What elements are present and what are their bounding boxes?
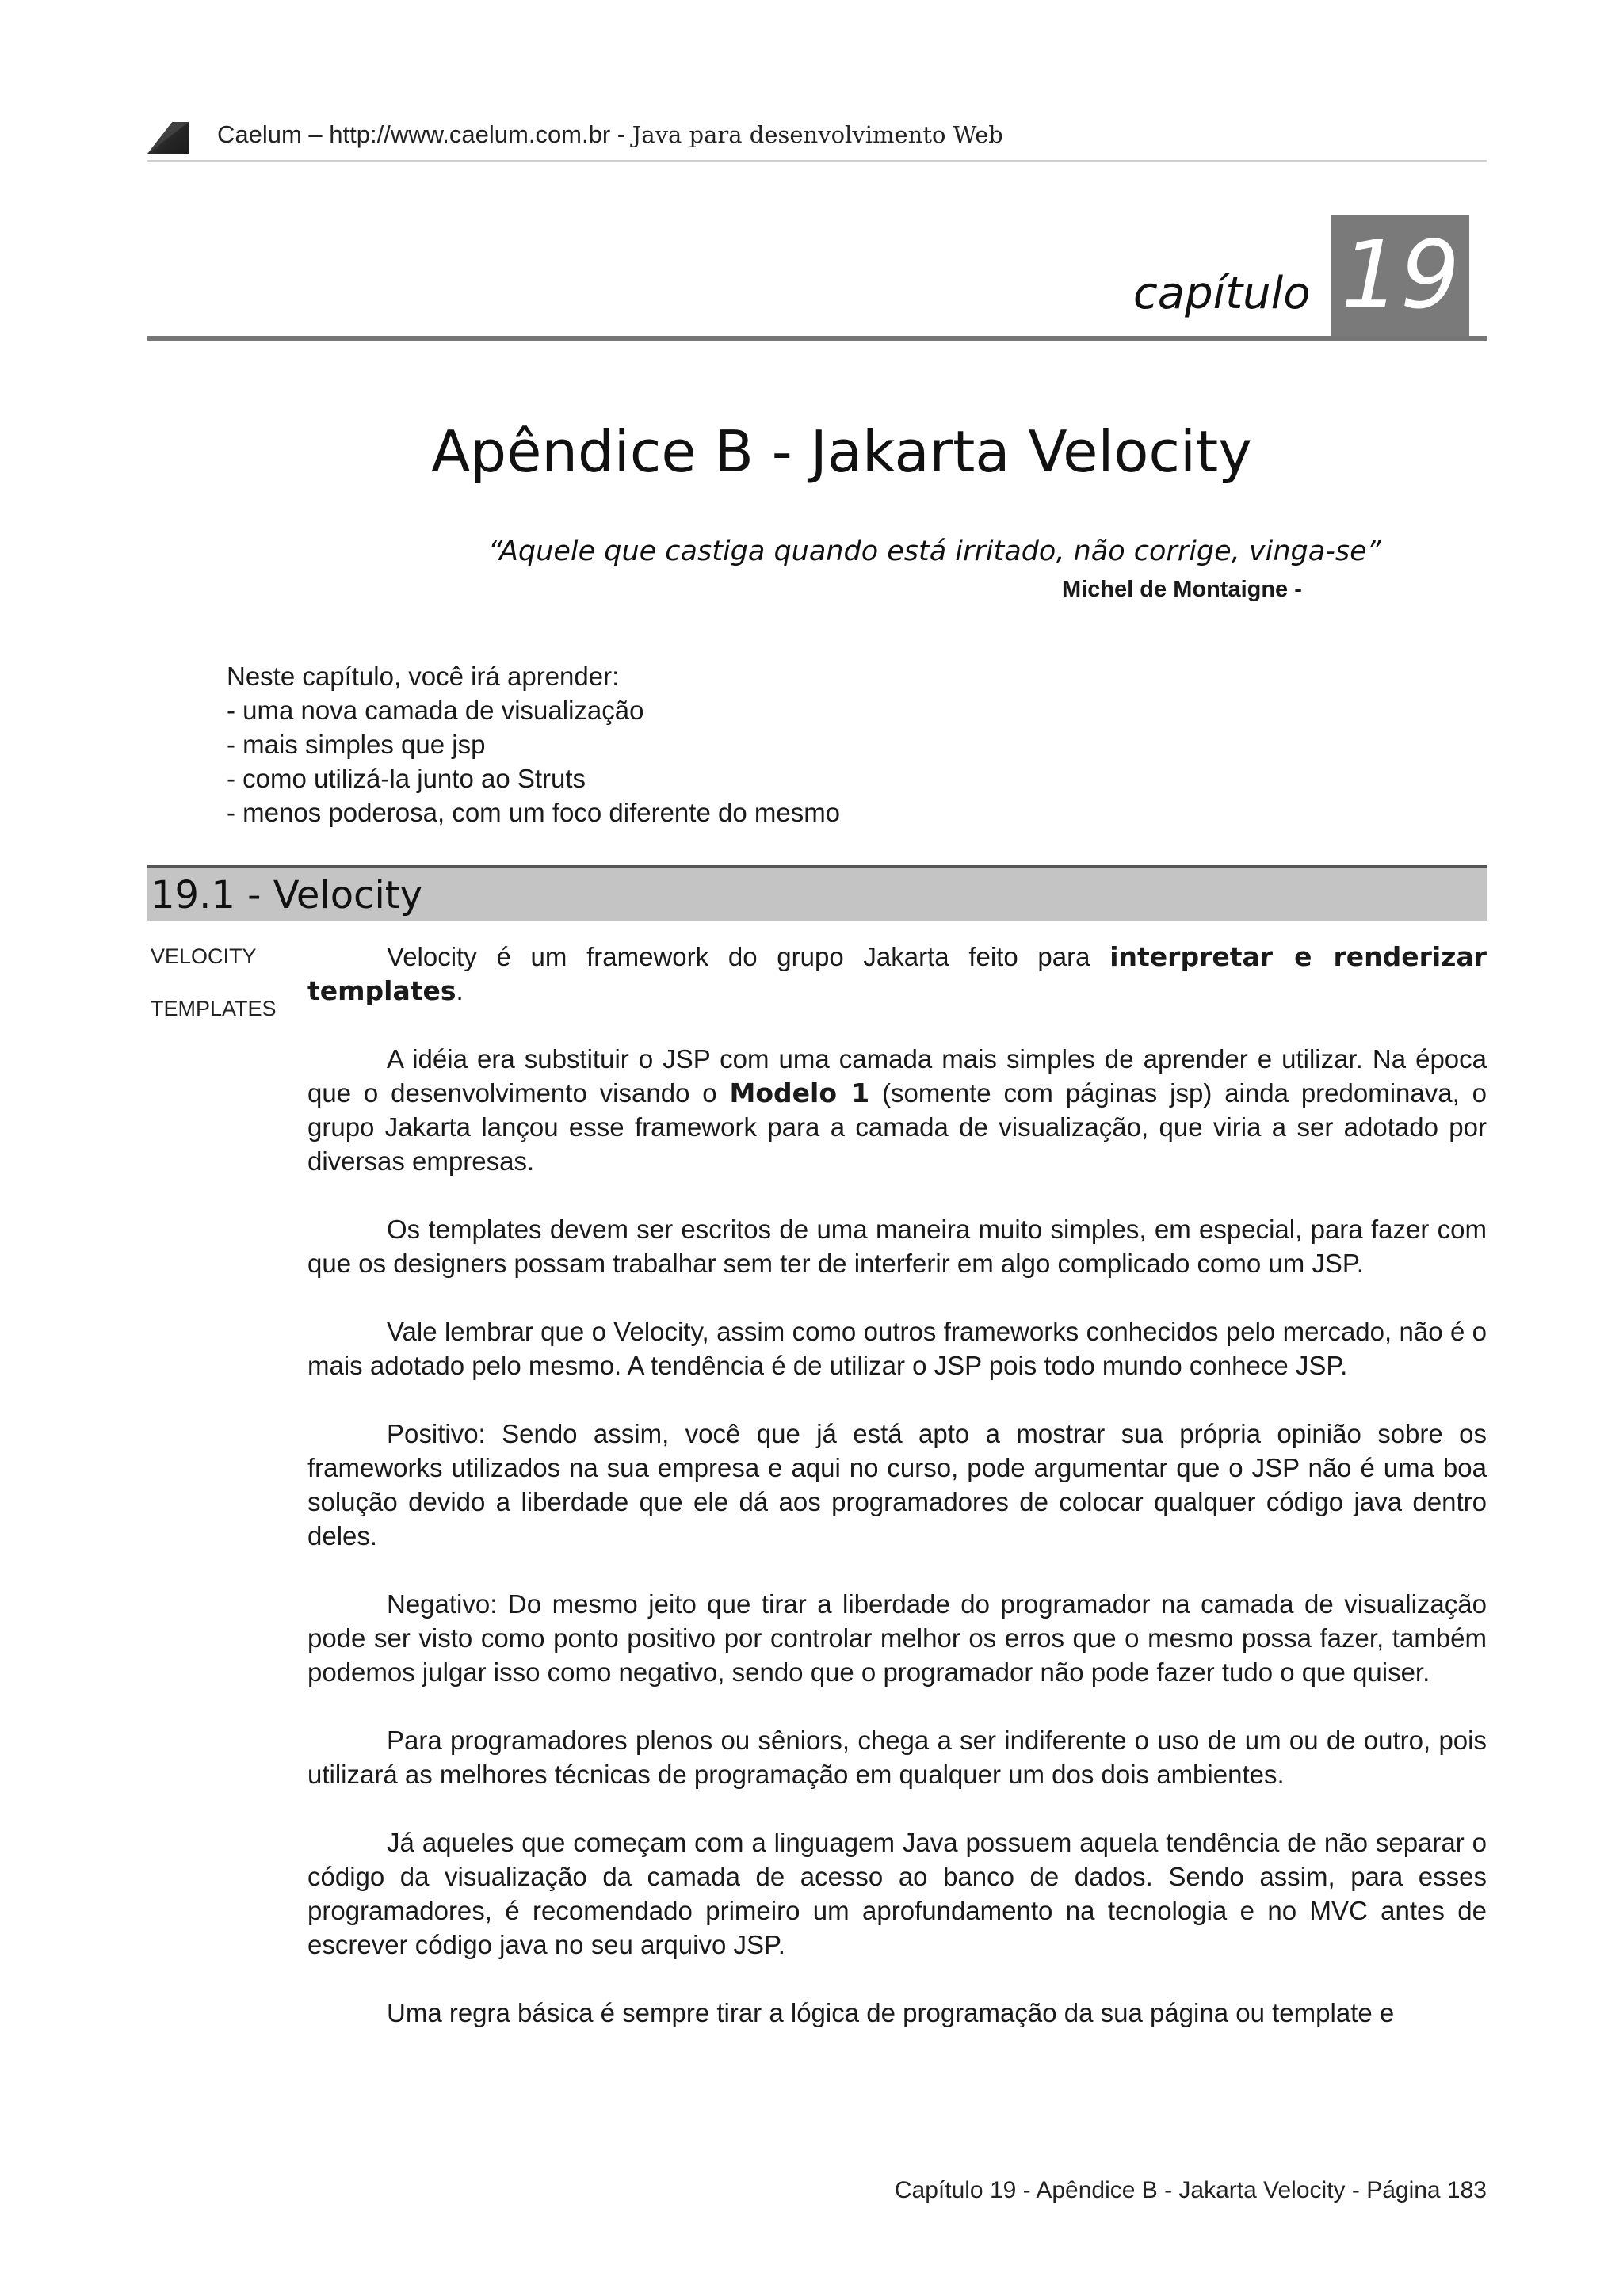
objective-item: - como utilizá-la junto ao Struts xyxy=(227,764,586,793)
chapter-divider xyxy=(147,336,1487,341)
paragraph: Uma regra básica é sempre tirar a lógica de programação da sua página ou template e xyxy=(387,1998,1395,2027)
section-header xyxy=(147,865,1487,921)
objective-item: - mais simples que jsp xyxy=(227,730,486,759)
objectives-intro: Neste capítulo, você irá aprender: xyxy=(227,662,620,691)
section-title: 19.1 - Velocity xyxy=(151,873,423,917)
page-header xyxy=(147,119,1487,162)
page-footer: Capítulo 19 - Apêndice B - Jakarta Velocity - Página 183 xyxy=(894,2177,1487,2203)
paragraph-text: Velocity é um framework do grupo Jakarta feito para xyxy=(387,942,1110,971)
paragraph: Já aqueles que começam com a linguagem Java possuem aquela tendência de não separar o código da visualização da camada de acesso ao banco de dados. Sendo assim, para esses programadores, é recomendado primeiro um aprofundamento na tecnologia e no MVC antes de escrever código java no seu arquivo JSP. xyxy=(307,1828,1487,1959)
chapter-number: 19 xyxy=(1331,215,1469,339)
chapter-objectives xyxy=(227,659,840,830)
paragraph-text: (somente com páginas jsp) ainda predominava, o grupo Jakarta lançou esse framework para a camada de visualização, que viria a ser adotado por diversas empresas. xyxy=(307,1078,1487,1176)
caelum-logo-shape xyxy=(147,122,189,154)
paragraph-text: A idéia era substituir o JSP com uma camada mais simples de aprender e utilizar. Na época que o desenvolvimento visando o xyxy=(307,1044,1487,1108)
paragraph: Negativo: Do mesmo jeito que tirar a liberdade do programador na camada de visualização pode ser visto como ponto positivo por controlar melhor os erros que o mesmo possa fazer, também podemos julgar isso como negativo, sendo que o programador não pode fazer tudo o que quiser. xyxy=(307,1589,1487,1687)
header-text xyxy=(217,120,1003,149)
header-prefix: Caelum – http://www.caelum.com.br - xyxy=(217,120,632,148)
chapter-label: capítulo xyxy=(1133,268,1311,319)
bold-term: interpretar e renderizar templates xyxy=(307,941,1487,1006)
header-course: Java para desenvolvimento Web xyxy=(632,121,1003,148)
paragraph: Os templates devem ser escritos de uma maneira muito simples, em especial, para fazer com que os designers possam trabalhar sem ter de interferir em algo complicado como um JSP. xyxy=(307,1215,1487,1278)
margin-note-velocity: VELOCITY xyxy=(151,944,257,968)
paragraph: Positivo: Sendo assim, você que já está apto a mostrar sua própria opinião sobre os frameworks utilizados na sua empresa e aqui no curso, pode argumentar que o JSP não é uma boa solução devido a liberdade que ele dá aos programadores de colocar qualquer código java dentro deles. xyxy=(307,1419,1487,1550)
objective-item: - uma nova camada de visualização xyxy=(227,696,644,725)
section-body xyxy=(307,940,1487,2064)
page-title: Apêndice B - Jakarta Velocity xyxy=(431,418,1252,485)
bold-term: Modelo 1 xyxy=(729,1077,870,1108)
paragraph-text: . xyxy=(456,976,464,1005)
epigraph-quote: “Aquele que castiga quando está irritado, não corrige, vinga-se” xyxy=(488,536,1381,567)
paragraph: Para programadores plenos ou sêniors, chega a ser indiferente o uso de um ou de outro, pois utilizará as melhores técnicas de programação em qualquer um dos dois ambientes. xyxy=(307,1726,1487,1789)
paragraph: Vale lembrar que o Velocity, assim como outros frameworks conhecidos pelo mercado, não é o mais adotado pelo mesmo. A tendência é de utilizar o JSP pois todo mundo conhece JSP. xyxy=(307,1317,1487,1380)
paragraph xyxy=(307,1042,1487,1178)
paragraph xyxy=(307,940,1487,1008)
epigraph-author: Michel de Montaigne - xyxy=(1062,577,1302,602)
margin-note-templates: TEMPLATES xyxy=(151,997,277,1020)
objective-item: - menos poderosa, com um foco diferente do mesmo xyxy=(227,798,841,827)
